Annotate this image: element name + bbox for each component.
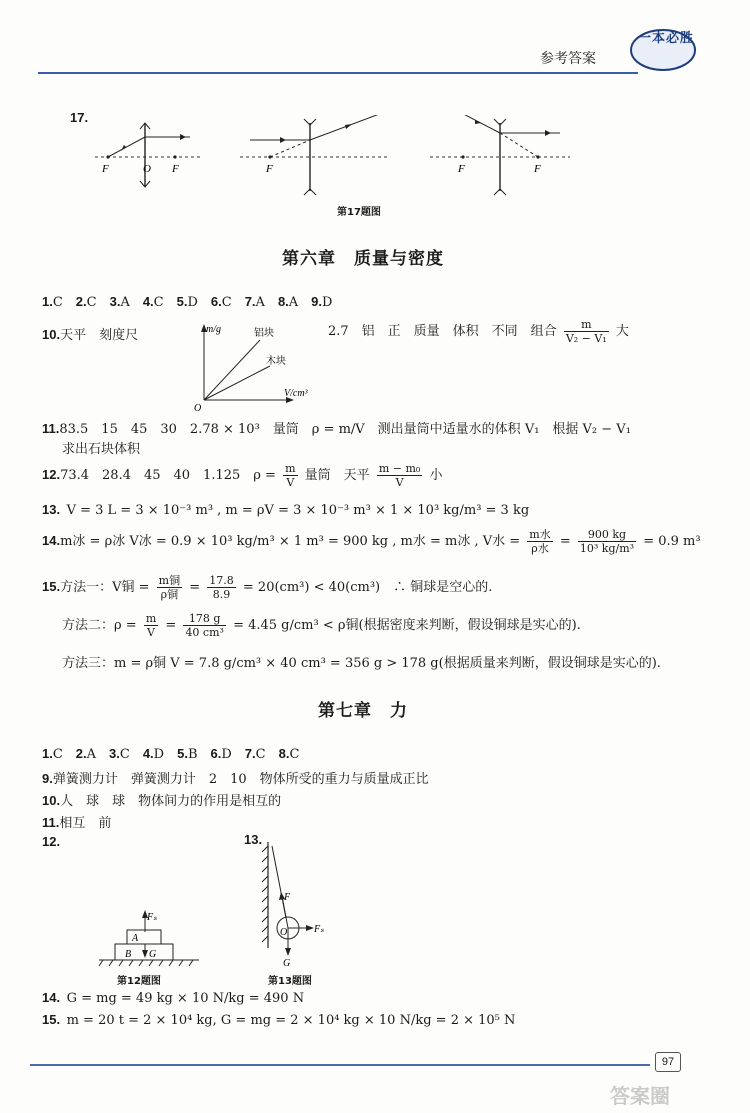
- q15-method2: 方法二：ρ = $\frac{m}{V}$ = $\frac{178 g}{\text{40 cm³}}$ = 4.45 g/cm³ < ρ铜(根据密度来判断，假设铜球是实心的).: [62, 612, 581, 639]
- q14-line: 14.m冰 = ρ冰 V冰 = 0.9 × 10³ kg/m³ × 1 m³ = 900 kg , m水 = m冰 , V水 = $\frac{\text{m水}}{\text{ρ水}}$ = $\frac{900 kg}{\text{10³ kg/m³}}$ = 0.9 m³: [42, 528, 701, 555]
- q17-caption: 第17题图: [337, 207, 381, 218]
- q13-line: 13. V = 3 L = 3 × 10⁻³ m³ , m = ρV = 3 × 10⁻³ m³ × 1 × 10³ kg/m³ = 3 kg: [42, 502, 530, 518]
- answers-b-1-8: 1.C 2.A 3.C 4.D 5.B 6.D 7.C 8.C: [42, 746, 300, 762]
- q13b-number: 13.: [244, 832, 263, 847]
- q10-line: 10.天平 刻度尺: [42, 327, 139, 343]
- logo-text: 一本必胜: [637, 31, 694, 46]
- q17-f5: F: [534, 163, 541, 175]
- q17-f4: F: [458, 163, 465, 175]
- q12b-a: A: [132, 933, 139, 944]
- q12-line: 12.73.4 28.4 45 40 1.125 ρ = $\frac{m}{V}$ 量筒 天平 $\frac{\text{m − m₀}}{V}$ 小: [42, 462, 443, 489]
- q10-line1-label: 铝块: [254, 328, 274, 339]
- q10b-line: 10.人 球 球 物体间力的作用是相互的: [42, 793, 282, 809]
- q11-line2: 求出石块体积: [62, 442, 141, 457]
- q12b-fs: Fₛ: [147, 912, 157, 923]
- q12b-number: 12.: [42, 834, 61, 849]
- q14b-line: 14. G = mg = 49 kg × 10 N/kg = 490 N: [42, 990, 305, 1006]
- q12b-figure: [95, 900, 205, 970]
- chapter7-title: 第七章 力: [318, 701, 408, 721]
- q17-f3: F: [266, 163, 273, 175]
- header-rule: [38, 72, 638, 74]
- q17-number: 17.: [70, 110, 89, 125]
- q13b-o: O: [280, 927, 288, 938]
- q10-tail: 2.7 铝 正 质量 体积 不同 组合 $\frac{m}{\text{V₂ − V₁}}$ 大: [328, 318, 629, 345]
- q11-line: 11.83.5 15 45 30 2.78 × 10³ 量筒 ρ = m/V 测出量筒中适量水的体积 V₁ 根据 V₂ − V₁: [42, 421, 631, 437]
- q15-method3: 方法三：m = ρ铜 V = 7.8 g/cm³ × 40 cm³ = 356 g > 178 g(根据质量来判断，假设铜球是实心的).: [62, 656, 661, 671]
- q10-line2-label: 木块: [266, 356, 286, 367]
- q15-method1: 15.方法一：V铜 = $\frac{\text{m铜}}{\text{ρ铜}}$ = $\frac{17.8}{8.9}$ = 20(cm³) < 40(cm³) ∴ 铜球是空心的.: [42, 574, 493, 601]
- footer-rule: [30, 1064, 650, 1066]
- watermark: 答案圈: [610, 1084, 670, 1108]
- q13b-fs: Fₛ: [314, 924, 324, 935]
- q10-graph: [190, 318, 330, 416]
- header-label: 参考答案: [540, 51, 596, 67]
- q10-xlabel: V/cm³: [284, 388, 308, 399]
- q15b-line: 15. m = 20 t = 2 × 10⁴ kg, G = mg = 2 × 10⁴ kg × 10 N/kg = 2 × 10⁵ N: [42, 1012, 516, 1028]
- q13b-caption: 第13题图: [268, 976, 312, 987]
- q13b-g: G: [283, 958, 291, 969]
- q17-o: O: [143, 163, 151, 175]
- q10-origin: O: [194, 403, 202, 414]
- chapter6-title: 第六章 质量与密度: [282, 249, 444, 269]
- page-number: 97: [655, 1052, 681, 1072]
- q17-diagrams: [90, 115, 600, 205]
- q11b-line: 11.相互 前: [42, 815, 112, 831]
- q12b-caption: 第12题图: [117, 976, 161, 987]
- q10-ylabel: m/g: [206, 324, 221, 335]
- q9b-line: 9.弹簧测力计 弹簧测力计 2 10 物体所受的重力与质量成正比: [42, 771, 429, 787]
- q13b-f: F: [284, 892, 291, 903]
- q13b-figure: [258, 838, 348, 973]
- q17-f1: F: [102, 163, 109, 175]
- q17-f2: F: [172, 163, 179, 175]
- q12b-b: B: [125, 949, 132, 960]
- answers-1-9: 1.C 2.C 3.A 4.C 5.D 6.C 7.A 8.A 9.D: [42, 294, 333, 310]
- q12b-g: G: [149, 949, 157, 960]
